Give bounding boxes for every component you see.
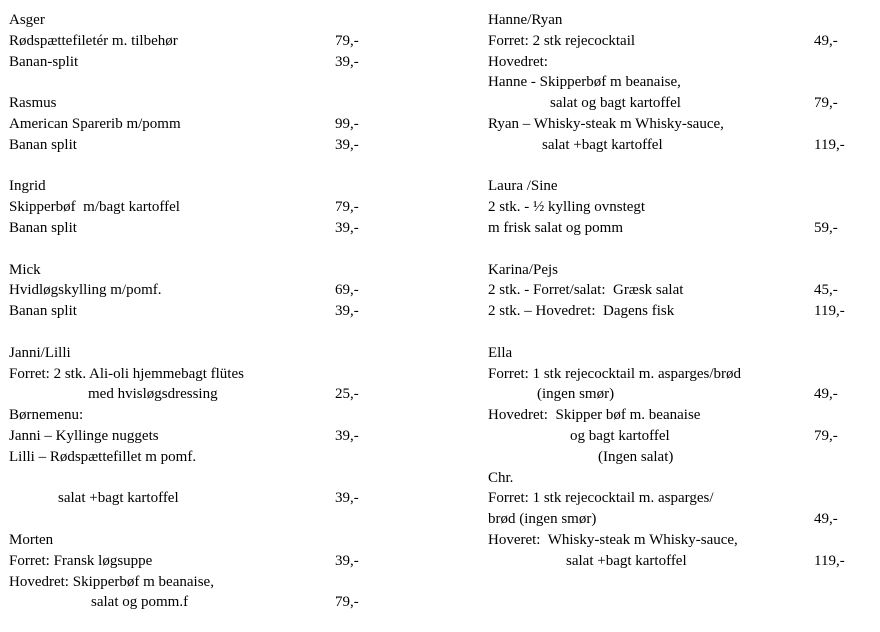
dish-price: 25,- — [335, 386, 359, 403]
person-name: Chr. — [488, 469, 514, 486]
menu-line — [488, 10, 868, 31]
menu-line — [9, 135, 409, 156]
dish-text: Skipperbøf m/bagt kartoffel — [9, 199, 180, 216]
dish-text: Banan split — [9, 136, 77, 153]
person-name: Ella — [488, 344, 513, 361]
dish-text: Hanne - Skipperbøf m beanaise, — [488, 74, 681, 91]
dish-price: 49,- — [814, 32, 838, 49]
dish-price: 39,- — [335, 303, 359, 320]
dish-text: American Sparerib m/pomm — [9, 115, 181, 132]
dish-text: salat og bagt kartoffel — [550, 95, 681, 112]
dish-price: 79,- — [335, 32, 359, 49]
dish-price: 119,- — [814, 552, 845, 569]
menu-line — [488, 426, 868, 447]
dish-price: 39,- — [335, 490, 359, 507]
dish-text: Forret: 2 stk. Ali-oli hjemmebagt flütes — [9, 365, 244, 382]
dish-price: 59,- — [814, 219, 838, 236]
menu-line — [488, 551, 868, 572]
menu-line — [488, 93, 868, 114]
dish-text: salat +bagt kartoffel — [566, 552, 687, 569]
person-name: Ingrid — [9, 178, 46, 195]
dish-text: 2 stk. - Forret/salat: Græsk salat — [488, 282, 684, 299]
dish-text: Lilli – Rødspættefillet m pomf. — [9, 448, 197, 465]
dish-price: 45,- — [814, 282, 838, 299]
dish-text: Banan-split — [9, 53, 79, 70]
menu-line — [488, 405, 868, 426]
menu-line — [9, 93, 409, 114]
dish-text: Banan split — [9, 219, 77, 236]
menu-line — [9, 530, 409, 551]
dish-price: 79,- — [335, 594, 359, 611]
menu-line — [9, 114, 409, 135]
blank-line — [488, 239, 868, 260]
dish-text: Janni – Kyllinge nuggets — [9, 427, 159, 444]
dish-text: Forret: 1 stk rejecocktail m. asparges/ — [488, 490, 714, 507]
menu-line — [488, 31, 868, 52]
menu-line — [9, 572, 409, 593]
blank-line — [9, 239, 409, 260]
dish-text: Forret: 1 stk rejecocktail m. asparges/brød — [488, 365, 741, 382]
menu-line — [9, 10, 409, 31]
menu-line — [9, 176, 409, 197]
dish-price: 49,- — [814, 511, 838, 528]
menu-line — [488, 343, 868, 364]
dish-text: Hovedret: Skipper bøf m. beanaise — [488, 407, 701, 424]
menu-line — [488, 488, 868, 509]
menu-line — [488, 176, 868, 197]
person-name: Rasmus — [9, 95, 57, 112]
menu-line — [488, 72, 868, 93]
menu-line — [488, 218, 868, 239]
dish-price: 39,- — [335, 219, 359, 236]
menu-line — [9, 405, 409, 426]
dish-text: Hoveret: Whisky-steak m Whisky-sauce, — [488, 531, 738, 548]
dish-price: 39,- — [335, 53, 359, 70]
menu-line — [488, 468, 868, 489]
dish-price: 79,- — [814, 95, 838, 112]
left-column — [9, 10, 409, 613]
person-name: Laura /Sine — [488, 178, 558, 195]
person-name: Hanne/Ryan — [488, 12, 563, 28]
person-name: Janni/Lilli — [9, 344, 71, 361]
blank-line — [9, 156, 409, 177]
dish-text: brød (ingen smør) — [488, 511, 597, 528]
person-name: Asger — [9, 12, 45, 28]
dish-text: Hvidløgskylling m/pomf. — [9, 282, 162, 299]
dish-text: Banan split — [9, 303, 77, 320]
dish-price: 79,- — [814, 427, 838, 444]
dish-price: 39,- — [335, 427, 359, 444]
dish-text: Rødspættefiletér m. tilbehør — [9, 32, 178, 49]
dish-price: 119,- — [814, 136, 845, 153]
dish-text: (ingen smør) — [537, 386, 615, 403]
dish-text: 2 stk. – Hovedret: Dagens fisk — [488, 303, 675, 320]
menu-line — [488, 280, 868, 301]
blank-line — [488, 156, 868, 177]
blank-line — [9, 322, 409, 343]
dish-text: og bagt kartoffel — [570, 427, 670, 444]
menu-line — [488, 509, 868, 530]
menu-line — [488, 364, 868, 385]
dish-text: Forret: Fransk løgsuppe — [9, 552, 153, 569]
blank-line — [9, 468, 409, 489]
menu-line — [488, 135, 868, 156]
blank-line — [488, 322, 868, 343]
dish-text: Forret: 2 stk rejecocktail — [488, 32, 636, 49]
menu-line — [9, 197, 409, 218]
menu-line — [9, 426, 409, 447]
menu-line — [9, 260, 409, 281]
dish-text: Ryan – Whisky-steak m Whisky-sauce, — [488, 115, 724, 132]
menu-line — [9, 447, 409, 468]
dish-text: m frisk salat og pomm — [488, 219, 623, 236]
dish-text: salat +bagt kartoffel — [542, 136, 663, 153]
menu-line — [9, 364, 409, 385]
dish-price: 119,- — [814, 303, 845, 320]
menu-line — [488, 301, 868, 322]
dish-price: 79,- — [335, 199, 359, 216]
person-name: Karina/Pejs — [488, 261, 558, 278]
dish-text: salat +bagt kartoffel — [58, 490, 179, 507]
menu-line — [9, 592, 409, 613]
dish-text: 2 stk. - ½ kylling ovnstegt — [488, 199, 646, 216]
dish-price: 69,- — [335, 282, 359, 299]
dish-text: (Ingen salat) — [598, 448, 674, 465]
menu-line — [9, 551, 409, 572]
menu-line — [9, 488, 409, 509]
dish-price: 49,- — [814, 386, 838, 403]
menu-line — [9, 343, 409, 364]
menu-line — [488, 114, 868, 135]
menu-line — [488, 52, 868, 73]
menu-line — [9, 31, 409, 52]
dish-text: salat og pomm.f — [91, 594, 189, 611]
dish-price: 39,- — [335, 552, 359, 569]
menu-line — [9, 301, 409, 322]
blank-line — [9, 72, 409, 93]
section-label: Hovedret: — [488, 53, 548, 70]
dish-price: 99,- — [335, 115, 359, 132]
menu-line — [488, 530, 868, 551]
dish-text: med hvisløgsdressing — [88, 386, 218, 403]
menu-line — [9, 218, 409, 239]
section-label: Børnemenu: — [9, 407, 84, 424]
person-name: Morten — [9, 531, 54, 548]
blank-line — [9, 509, 409, 530]
menu-line — [488, 260, 868, 281]
menu-line — [9, 52, 409, 73]
person-name: Mick — [9, 261, 41, 278]
menu-line — [488, 447, 868, 468]
menu-line — [488, 197, 868, 218]
dish-price: 39,- — [335, 136, 359, 153]
menu-line — [488, 384, 868, 405]
menu-line — [9, 384, 409, 405]
dish-text: Hovedret: Skipperbøf m beanaise, — [9, 573, 214, 590]
menu-line — [9, 280, 409, 301]
right-column — [488, 10, 868, 572]
